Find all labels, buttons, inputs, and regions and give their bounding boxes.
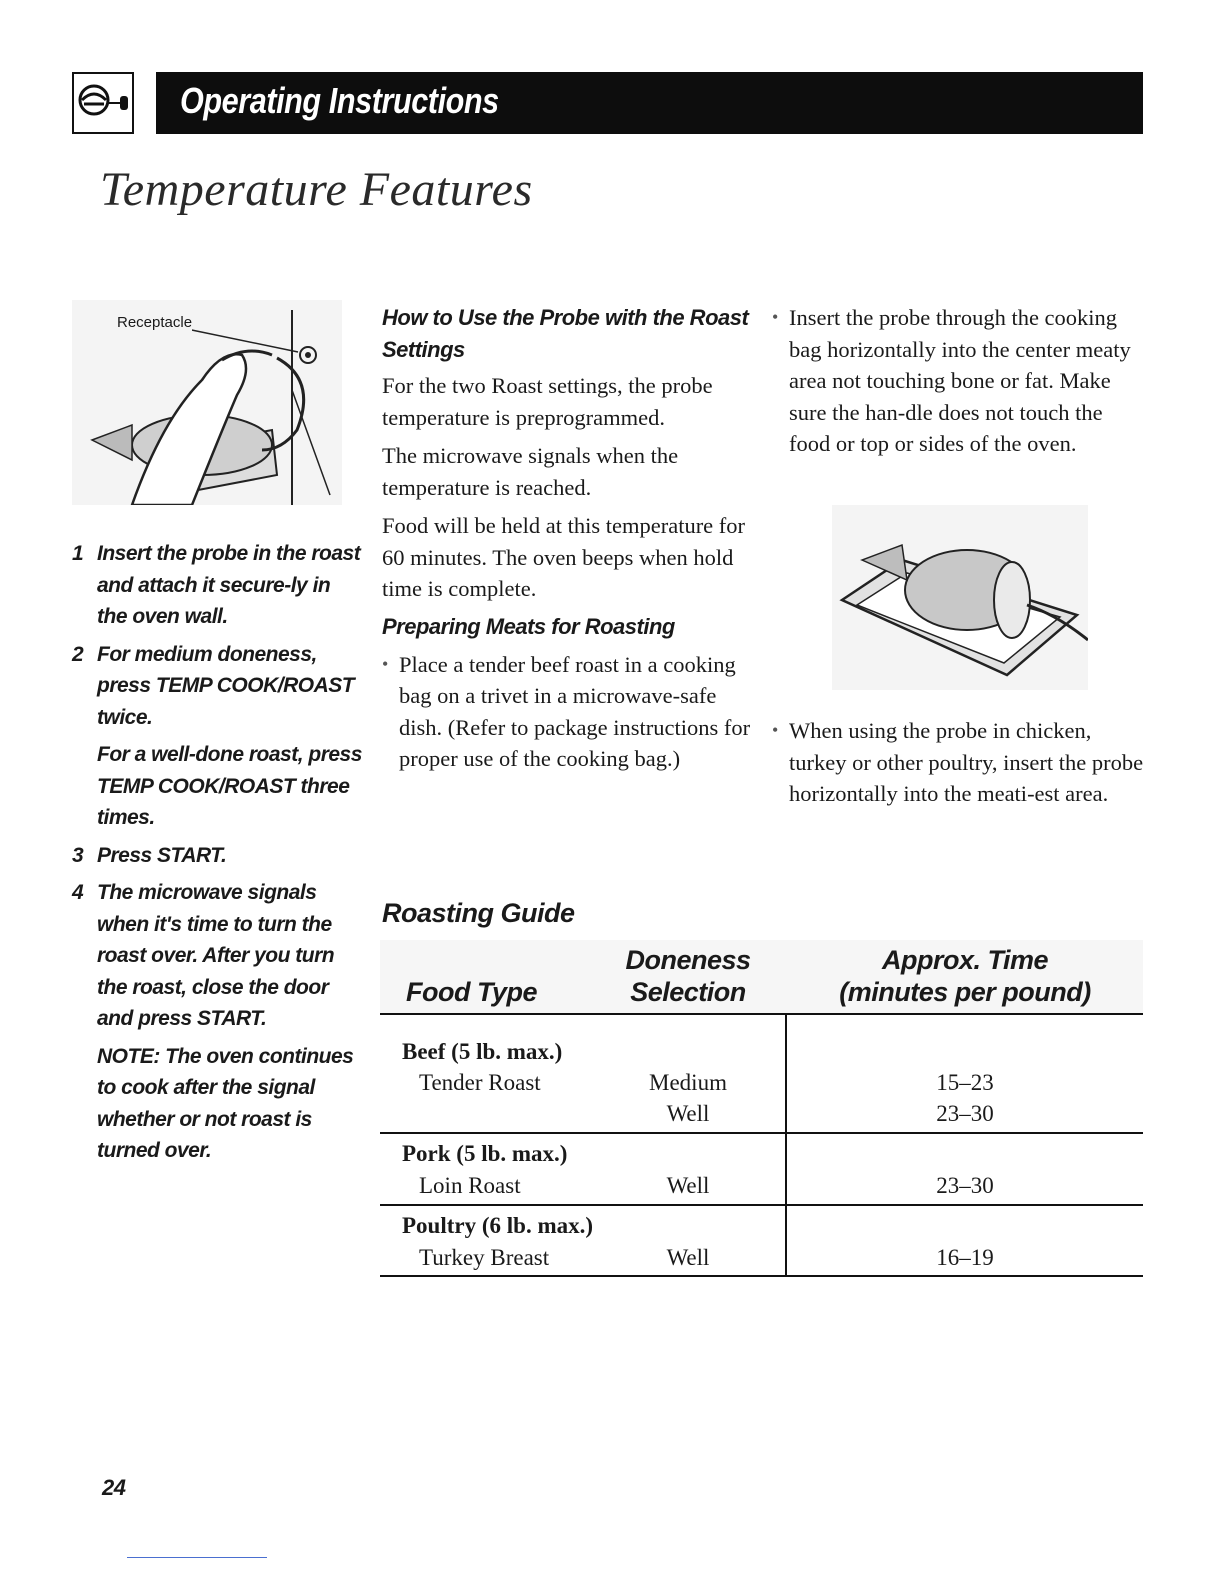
paragraph: Food will be held at this temperature for 60 minutes. The oven beeps when hold time is complete. <box>382 513 746 601</box>
step-number: 4 <box>72 881 84 904</box>
section-header-bar <box>156 72 1143 134</box>
right-column-top <box>772 302 1144 460</box>
step-item <box>72 639 362 834</box>
receptacle-label: Receptacle <box>117 314 193 331</box>
right-column-bottom <box>772 715 1144 810</box>
header-food-type: Food Type <box>406 977 537 1007</box>
step-text: For a well-done roast, press TEMP COOK/ROAST three times. <box>97 743 362 829</box>
meats-section-heading: Preparing Meats for Roasting <box>382 613 675 639</box>
food-item: Turkey Breast <box>419 1245 550 1270</box>
doneness-cell: Well <box>666 1101 710 1126</box>
header-minutes-per-pound: (minutes per pound) <box>839 977 1091 1007</box>
header-approx-time: Approx. Time <box>881 945 1049 975</box>
food-item: Loin Roast <box>419 1173 521 1198</box>
step-item <box>72 840 362 872</box>
bullet-item: • When using the probe in chicken, turkey or other poultry, insert the probe horizontally into the meati-est area. <box>772 715 1144 810</box>
section-icon-box <box>72 72 134 134</box>
footer-divider <box>127 1557 267 1558</box>
step-text: For medium doneness, press TEMP COOK/ROAST twice. <box>97 642 355 729</box>
doneness-cell: Medium <box>649 1070 727 1095</box>
step-note: NOTE: The oven continues to cook after the signal whether or not roast is turned over. <box>97 1044 354 1162</box>
food-item: Tender Roast <box>419 1070 541 1095</box>
category-beef: Beef (5 lb. max.) <box>402 1039 563 1064</box>
header-doneness: Doneness <box>625 945 751 975</box>
time-cell: 23–30 <box>936 1101 994 1126</box>
paragraph: For the two Roast settings, the probe temperature is preprogrammed. <box>382 373 713 430</box>
doneness-cell: Well <box>666 1245 710 1270</box>
step-number: 1 <box>72 542 84 565</box>
probe-instructions-column <box>382 302 762 775</box>
table-rule <box>380 1275 1143 1277</box>
column-divider <box>785 1015 787 1276</box>
probe-section-heading: How to Use the Probe with the Roast Settings <box>382 305 749 362</box>
time-cell: 15–23 <box>936 1070 994 1095</box>
table-rule <box>380 1204 1143 1206</box>
step-text: The microwave signals when it's time to turn the roast over. After you turn the roast, close the door and press START. <box>97 881 335 1030</box>
header-selection: Selection <box>630 977 746 1007</box>
roast-in-bag-illustration <box>832 505 1088 690</box>
time-cell: 16–19 <box>936 1245 994 1270</box>
step-text: Insert the probe in the roast and attach it secure-ly in the oven wall. <box>97 542 361 628</box>
table-rule <box>380 1132 1143 1134</box>
table-rule <box>380 1013 1143 1015</box>
probe-insertion-illustration <box>72 300 342 505</box>
page-number: 24 <box>102 1475 126 1500</box>
category-pork: Pork (5 lb. max.) <box>402 1141 568 1166</box>
step-list <box>72 538 362 1173</box>
step-number: 2 <box>72 642 84 666</box>
bullet-item: • Insert the probe through the cooking bag horizontally into the center meaty area not touching bone or fat. Make sure the han-dle does not touch the food or top or sides of the oven. <box>772 302 1144 460</box>
page-title: Temperature Features <box>100 163 533 216</box>
step-number: 3 <box>72 843 84 867</box>
step-item <box>72 877 362 1167</box>
bullet-item: • Place a tender beef roast in a cooking bag on a trivet in a microwave-safe dish. (Refer to package instructions for proper use of the cooking bag.) <box>382 649 762 775</box>
time-cell: 23–30 <box>936 1173 994 1198</box>
step-text: Press START. <box>97 843 227 867</box>
doneness-cell: Well <box>666 1173 710 1198</box>
category-poultry: Poultry (6 lb. max.) <box>402 1213 594 1238</box>
step-item <box>72 538 362 633</box>
section-title: Operating Instructions <box>180 80 499 121</box>
roasting-guide-title: Roasting Guide <box>382 898 575 928</box>
microwave-probe-icon <box>74 74 132 132</box>
paragraph: The microwave signals when the temperature is reached. <box>382 443 679 500</box>
